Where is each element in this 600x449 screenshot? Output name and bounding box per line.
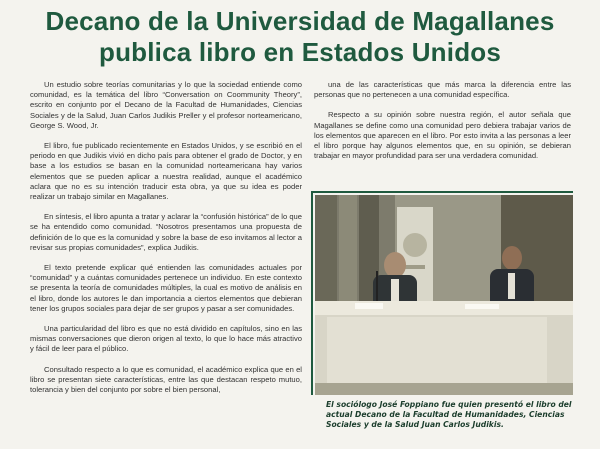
paragraph: En síntesis, el libro apunta a tratar y aclarar la “confusión histórica” de lo que se ha entendido como comunidad. “Nosotros presentamos una propuesta de definición de lo que es la comunidad y sobre la base de eso invitamos al lector a revisar sus propias comunidades”, explica Judikis. [30, 212, 302, 252]
left-column [30, 80, 302, 405]
article-headline [0, 6, 600, 68]
paragraph: Consultado respecto a lo que es comunidad, el académico explica que en el libro se presentan siete características, entre las que destacan respeto mutuo, tolerancia y bien del conjunto por sobre el bien personal, [30, 364, 302, 395]
headline-line-1: Decano de la Universidad de Magallanes [45, 6, 555, 36]
headline-line-2: publica libro en Estados Unidos [98, 37, 502, 67]
photo-illustration [315, 195, 573, 395]
paragraph: una de las características que más marca la diferencia entre las personas que no pertenecen a una comunidad específica. [314, 80, 571, 100]
photo-caption: El sociólogo José Foppiano fue quien presentó el libro del actual Decano de la Facultad de Humanidades, Ciencias Sociales y de la Salud Juan Carlos Judikis. [326, 400, 572, 429]
event-photo [315, 195, 573, 395]
paragraph: El texto pretende explicar qué entienden las comunidades actuales por “comunidad” y a cuántas comunidades pertenece un individuo. En este contexto se presenta la teoría de comunidades múltiples, la cual es motivo de análisis en el libro, donde los autores le dan importancia a ciertos elementos que debieran tener los grupos sociales para dejar de ser grupos y pasar a ser comunidades. [30, 263, 302, 313]
paragraph: Un estudio sobre teorías comunitarias y lo que la sociedad entiende como comunidad, es la temática del libro “Conversation on Coommunity Theory”, escrito en conjunto por el Decano de la Facultad de Humanidades, Ciencias Sociales y de la Salud, Juan Carlos Judikis Preller y el profesor norteamericano, George S. Wood, Jr. [30, 80, 302, 130]
paragraph: El libro, fue publicado recientemente en Estados Unidos, y se escribió en el periodo en que Judikis vivió en dicho país para obtener el grado de Doctor, y en base a los estudios se basan en la comunidad norteamericana hay varios elementos que se pueden aplicar a nuestra realidad, aunque el académico aclara que no es su intención traducir esta obra, ya que su idea es poder realizar un trabajo similar en Magallanes. [30, 141, 302, 202]
paragraph: Una particularidad del libro es que no está dividido en capítulos, sino en las mismas conversaciones que dieron origen al texto, lo que lo hace más atractivo y fácil de leer para el público. [30, 324, 302, 354]
paragraph: Respecto a su opinión sobre nuestra región, el autor señala que Magallanes se define como una comunidad pero debiera trabajar varios de los elementos que aparecen en el libro. Por esto invita a las personas a leer el libro porque hay algunos elementos que, en su opinión, se debieran trabajar en mayor profundidad para ser una verdadera comunidad. [314, 110, 571, 161]
right-column [314, 80, 571, 171]
